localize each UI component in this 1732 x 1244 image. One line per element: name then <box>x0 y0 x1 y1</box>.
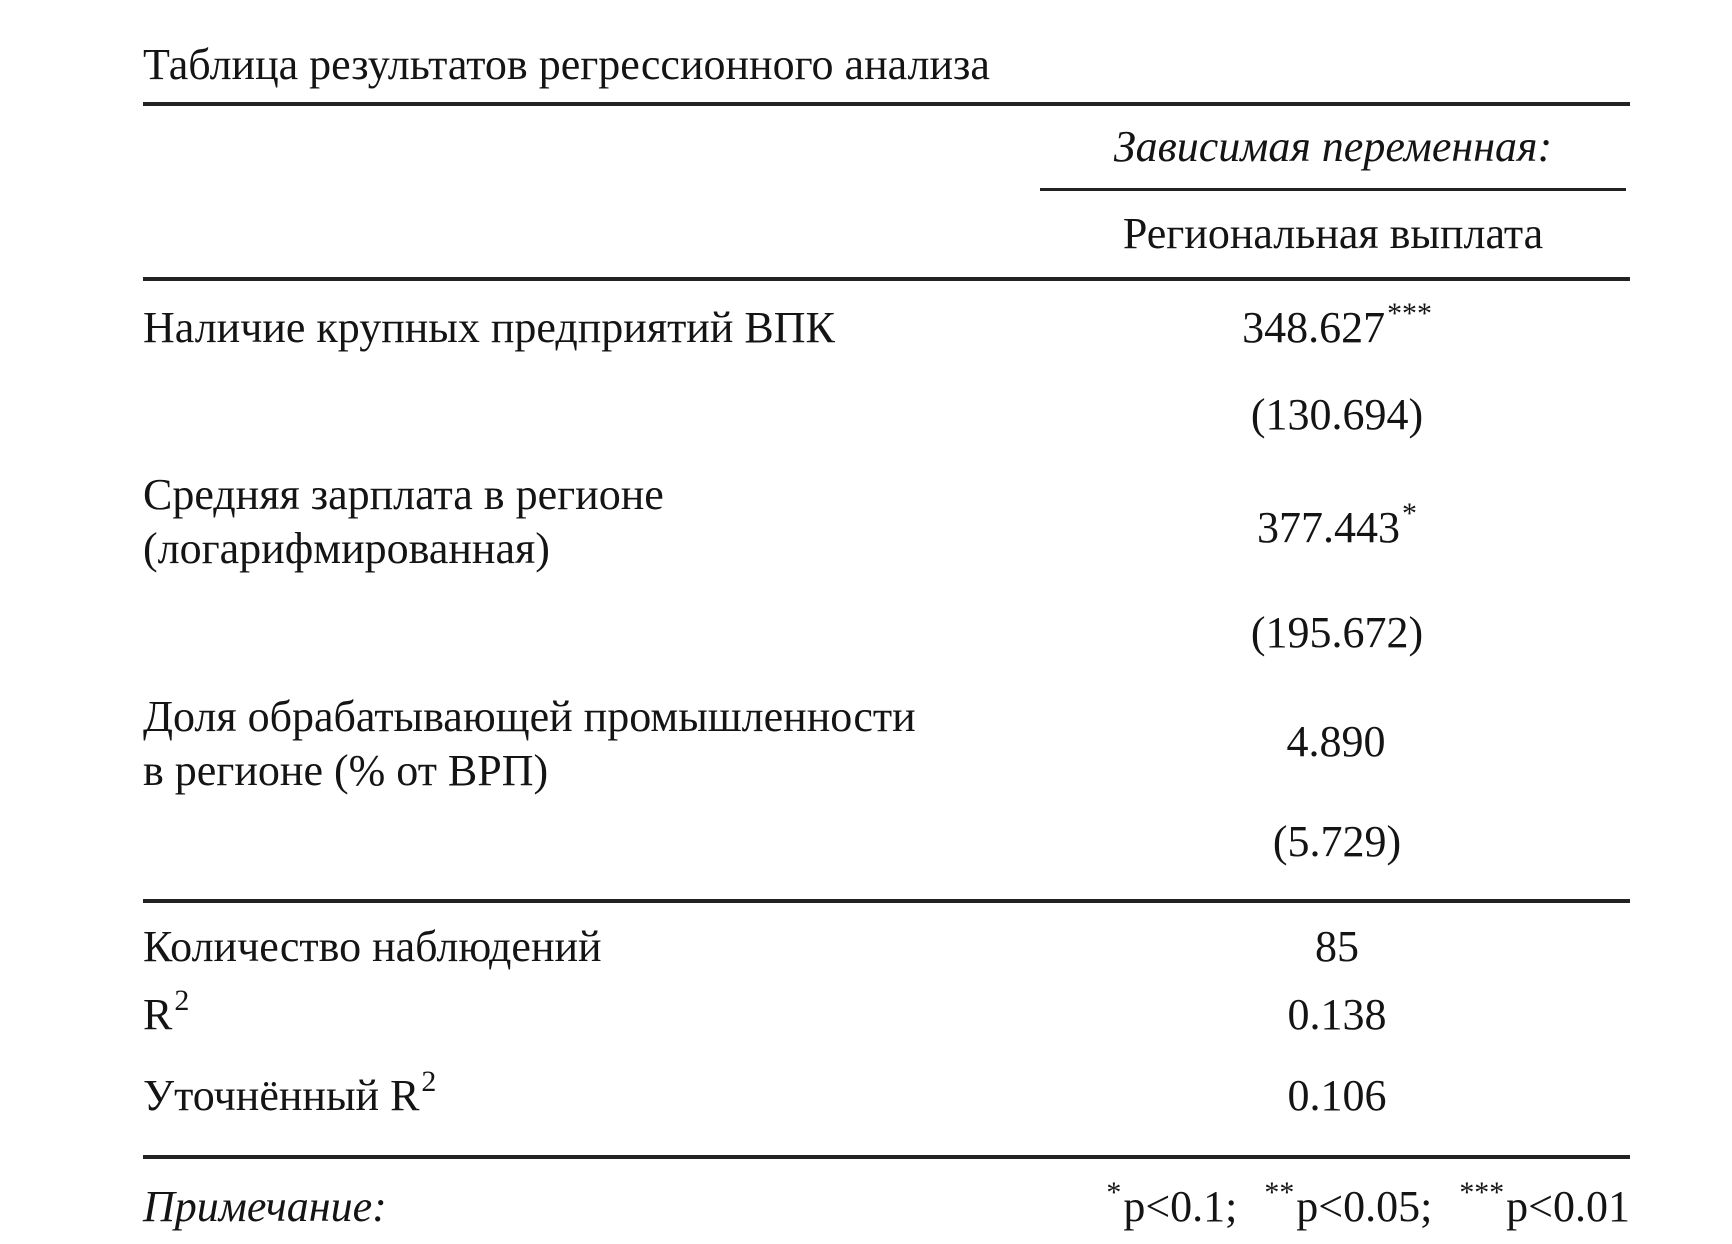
predictor-label-line: Средняя зарплата в регионе <box>143 470 664 519</box>
significance-stars: *** <box>1387 297 1432 331</box>
note-label: Примечание: <box>143 1182 387 1231</box>
stat-label-superscript: 2 <box>174 984 190 1018</box>
stat-label-text: Количество наблюдений <box>143 922 602 971</box>
coefficient-line <box>1044 297 1630 360</box>
significance-legend-item <box>1459 1176 1630 1231</box>
table-title: Таблица результатов регрессионного анализа <box>143 40 990 89</box>
stat-row-adjusted-r-squared <box>143 1065 1630 1129</box>
coefficient-cell <box>1044 297 1630 442</box>
stat-label-superscript: 2 <box>421 1065 437 1099</box>
std-error-value: (5.729) <box>1272 817 1402 866</box>
stat-value: 0.138 <box>1287 990 1387 1039</box>
predictor-label-line: Наличие крупных предприятий ВПК <box>143 303 835 352</box>
significance-threshold: p<0.1; <box>1123 1182 1238 1231</box>
regression-results-table <box>143 0 1630 1240</box>
significance-threshold: p<0.01 <box>1506 1182 1630 1231</box>
predictor-label <box>143 690 1044 798</box>
significance-legend-item <box>1264 1176 1433 1231</box>
table-row-salary <box>143 468 1630 660</box>
predictor-label-line: в регионе (% от ВРП) <box>143 746 549 795</box>
dependent-variable-name: Региональная выплата <box>1122 209 1544 258</box>
predictor-label-line: Доля обрабатывающей промышленности <box>143 692 916 741</box>
significance-stars: *** <box>1459 1176 1505 1210</box>
significance-threshold: p<0.05; <box>1296 1182 1433 1231</box>
coefficient-cell <box>1044 468 1630 660</box>
significance-legend-item <box>1106 1176 1238 1231</box>
rule-top <box>143 102 1630 106</box>
stat-value: 0.106 <box>1287 1071 1387 1120</box>
predictor-label-line: (логарифмированная) <box>143 524 550 573</box>
table-row-manufacturing <box>143 690 1630 869</box>
std-error-value: (130.694) <box>1250 390 1424 439</box>
note-row <box>143 1176 1630 1240</box>
std-error-value: (195.672) <box>1250 608 1424 657</box>
stat-value: 85 <box>1315 922 1359 971</box>
stat-row-r-squared <box>143 984 1630 1048</box>
coefficient-cell <box>1044 690 1630 869</box>
table-row-vpk <box>143 297 1630 442</box>
significance-stars: * <box>1402 497 1417 531</box>
stat-label-text: R <box>143 990 173 1039</box>
coefficient-line <box>1044 497 1630 560</box>
stat-label-text: Уточнённый R <box>143 1071 420 1120</box>
dependent-variable-header <box>1040 120 1626 261</box>
rule-header-divider <box>1040 188 1626 191</box>
coefficient-value: 4.890 <box>1286 717 1386 766</box>
dependent-variable-caption: Зависимая переменная: <box>1113 122 1553 171</box>
coefficient-value: 377.443 <box>1257 503 1401 552</box>
rule-note-top <box>143 1155 1630 1159</box>
rule-header-bottom <box>143 277 1630 281</box>
stat-label <box>143 919 1044 975</box>
stat-label <box>143 984 1044 1048</box>
significance-stars: * <box>1106 1176 1122 1210</box>
coefficient-line <box>1044 715 1630 769</box>
significance-stars: ** <box>1264 1176 1295 1210</box>
coefficient-value: 348.627 <box>1242 303 1386 352</box>
predictor-label <box>143 468 1044 576</box>
stat-label <box>143 1065 1044 1129</box>
stat-row-observations <box>143 919 1630 975</box>
significance-legend <box>387 1176 1630 1240</box>
rule-stats-top <box>143 899 1630 903</box>
predictor-label <box>143 301 1044 355</box>
